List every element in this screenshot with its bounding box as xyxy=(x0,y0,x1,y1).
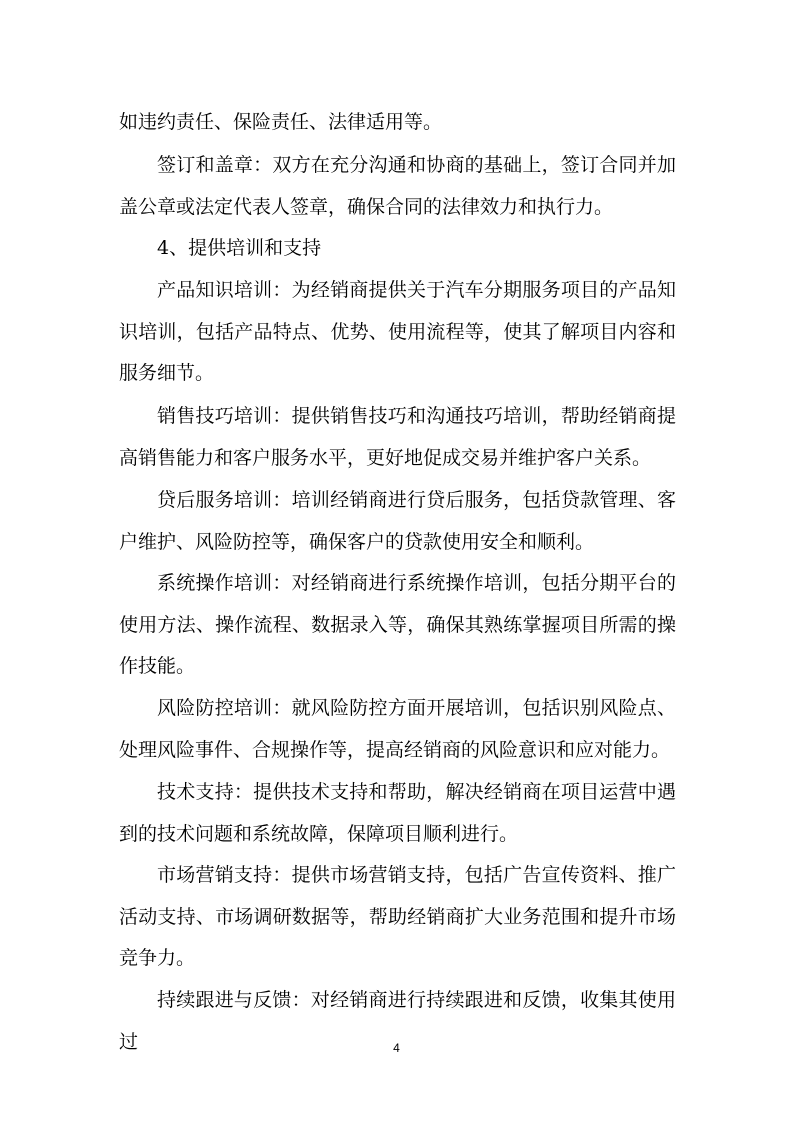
paragraph-signing-sealing: 签订和盖章：双方在充分沟通和协商的基础上，签订合同并加盖公章或法定代表人签章，确保合同的法律效力和执行力。 xyxy=(119,154,676,218)
paragraph-product-knowledge-training: 产品知识培训：为经销商提供关于汽车分期服务项目的产品知识培训，包括产品特点、优势、使用流程等，使其了解项目内容和服务细节。 xyxy=(119,279,676,384)
paragraph-system-operation-training: 系统操作培训：对经销商进行系统操作培训，包括分期平台的使用方法、操作流程、数据录入等，确保其熟练掌握项目所需的操作技能。 xyxy=(119,572,676,677)
paragraph-sales-skills-training: 销售技巧培训：提供销售技巧和沟通技巧培训，帮助经销商提高销售能力和客户服务水平，更好地促成交易并维护客户关系。 xyxy=(119,405,676,469)
paragraph-continuation: 如违约责任、保险责任、法律适用等。 xyxy=(119,111,443,133)
paragraph-post-loan-service-training: 贷后服务培训：培训经销商进行贷后服务，包括贷款管理、客户维护、风险防控等，确保客户的贷款使用安全和顺利。 xyxy=(119,489,676,553)
section-heading-training-support: 4、提供培训和支持 xyxy=(157,237,322,259)
paragraph-technical-support: 技术支持：提供技术支持和帮助，解决经销商在项目运营中遇到的技术问题和系统故障，保障项目顺利进行。 xyxy=(119,781,676,845)
paragraph-follow-up-feedback: 持续跟进与反馈：对经销商进行持续跟进和反馈，收集其使用过 xyxy=(119,989,676,1053)
page-number: 4 xyxy=(393,1041,400,1055)
paragraph-risk-control-training: 风险防控培训：就风险防控方面开展培训，包括识别风险点、处理风险事件、合规操作等，提高经销商的风险意识和应对能力。 xyxy=(119,697,676,761)
paragraph-marketing-support: 市场营销支持：提供市场营销支持，包括广告宣传资料、推广活动支持、市场调研数据等，帮助经销商扩大业务范围和提升市场竞争力。 xyxy=(119,864,676,969)
